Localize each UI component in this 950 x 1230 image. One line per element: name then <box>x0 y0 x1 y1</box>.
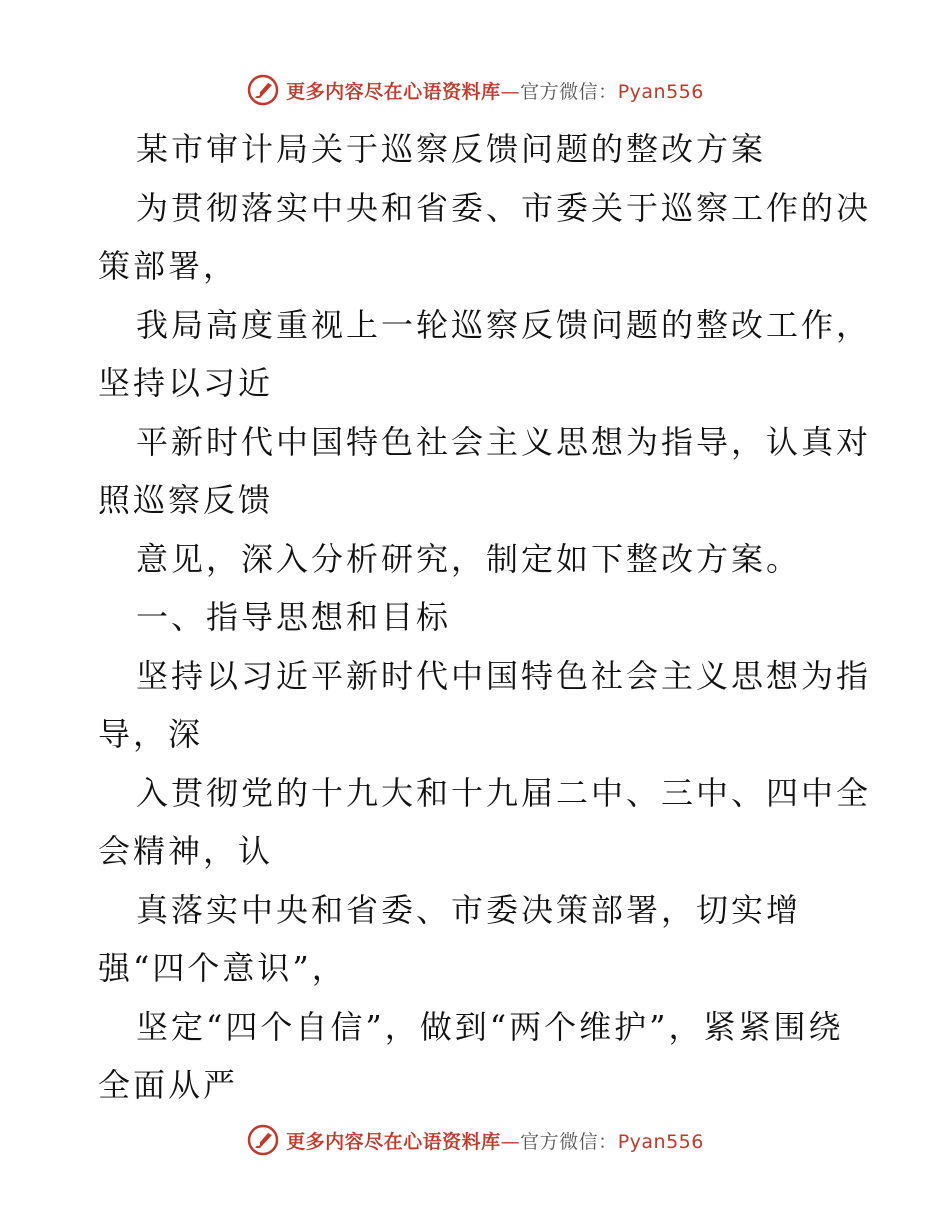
footer-watermark <box>0 1120 950 1160</box>
watermark-id: Pyan556 <box>617 1130 704 1153</box>
doc-line: 策部署， <box>98 247 239 285</box>
doc-line: 坚定“四个自信”，做到“两个维护”，紧紧围绕 <box>136 1007 844 1046</box>
doc-line: 照巡察反馈 <box>98 481 274 519</box>
watermark-brand: 更多内容尽在心语资料库 <box>286 80 501 103</box>
doc-line: 某市审计局关于巡察反馈问题的整改方案 <box>136 130 767 168</box>
document-body <box>98 120 872 1115</box>
doc-line: 会精神，认 <box>98 832 274 870</box>
watermark-label: 官方微信： <box>520 80 618 103</box>
watermark-label: 官方微信： <box>520 1130 618 1153</box>
doc-line: 强“四个意识”， <box>98 949 347 987</box>
doc-line: 入贯彻党的十九大和十九届二中、三中、四中全 <box>136 773 872 812</box>
watermark-id: Pyan556 <box>617 80 704 103</box>
doc-line: 我局高度重视上一轮巡察反馈问题的整改工作， <box>136 305 872 344</box>
doc-line: 平新时代中国特色社会主义思想为指导，认真对 <box>136 422 872 461</box>
doc-line: 坚持以习近平新时代中国特色社会主义思想为指 <box>136 656 872 695</box>
header-watermark <box>0 70 950 110</box>
doc-line: 为贯彻落实中央和省委、市委关于巡察工作的决 <box>136 188 872 227</box>
doc-line: 导，深 <box>98 715 204 753</box>
watermark-brand: 更多内容尽在心语资料库 <box>286 1130 501 1153</box>
doc-line: 意见，深入分析研究，制定如下整改方案。 <box>136 539 802 578</box>
section-heading: 一、指导思想和目标 <box>136 598 452 636</box>
doc-line: 真落实中央和省委、市委决策部署，切实增 <box>136 890 802 929</box>
watermark-separator: — <box>500 1130 521 1153</box>
quill-seal-icon <box>246 73 280 107</box>
watermark-separator: — <box>500 80 521 103</box>
doc-line: 坚持以习近 <box>98 364 274 402</box>
quill-seal-icon <box>246 1123 280 1157</box>
doc-line: 全面从严 <box>98 1066 239 1104</box>
